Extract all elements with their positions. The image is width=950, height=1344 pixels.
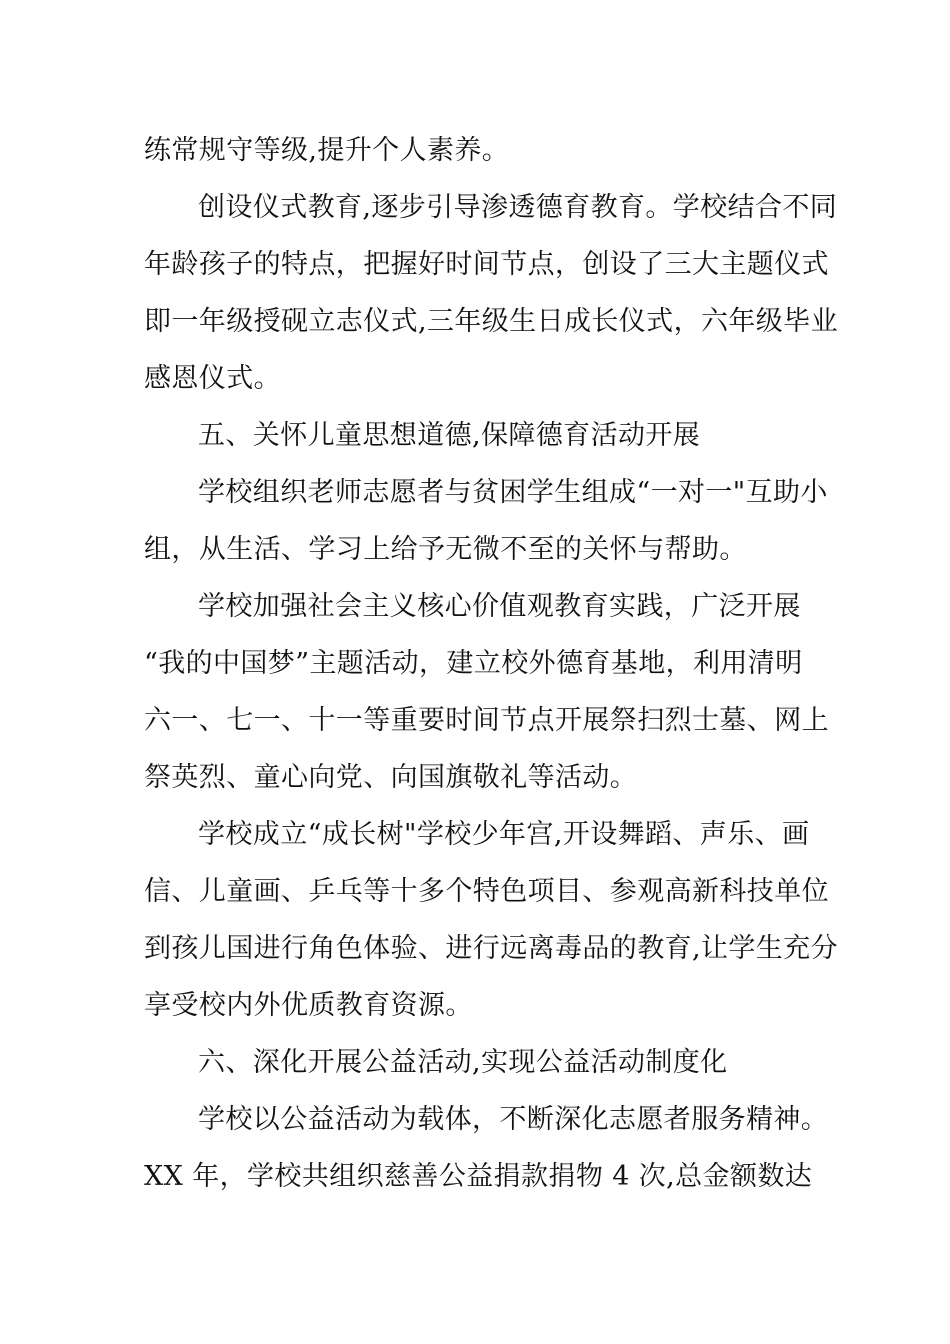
text-line: 六一、七一、十一等重要时间节点开展祭扫烈士墓、网上 (144, 705, 829, 736)
text-line: 学校成立“成长树"学校少年宫,开设舞蹈、声乐、画 (198, 819, 810, 850)
text-line: 即一年级授砚立志仪式,三年级生日成长仪式，六年级毕业 (144, 306, 838, 337)
text-line: 学校以公益活动为载体，不断深化志愿者服务精神。 (198, 1104, 829, 1135)
text-line: 到孩儿国进行角色体验、进行远离毒品的教育,让学生充分 (144, 933, 838, 964)
text-line: 信、儿童画、乒乓等十多个特色项目、参观高新科技单位 (144, 876, 829, 907)
text-line: 练常规守等级,提升个人素养。 (144, 135, 510, 166)
text-line: XX 年，学校共组织慈善公益捐款捐物 4 次,总金额数达 (144, 1161, 813, 1192)
text-line: 享受校内外优质教育资源。 (144, 990, 473, 1021)
text-line: 祭英烈、童心向党、向国旗敬礼等活动。 (144, 762, 638, 793)
text-line: 学校组织老师志愿者与贫困学生组成“一对一"互助小 (198, 477, 828, 508)
text-line: 组，从生活、学习上给予无微不至的关怀与帮助。 (144, 534, 747, 565)
text-line: 年龄孩子的特点，把握好时间节点，创设了三大主题仪式 (144, 249, 829, 280)
section-heading: 六、深化开展公益活动,实现公益活动制度化 (198, 1047, 728, 1078)
text-line: 创设仪式教育,逐步引导渗透德育教育。学校结合不同 (198, 192, 838, 223)
text-line: “我的中国梦”主题活动，建立校外德育基地，利用清明 (144, 648, 803, 679)
text-line: 感恩仪式。 (144, 363, 281, 394)
text-line: 学校加强社会主义核心价值观教育实践，广泛开展 (198, 591, 801, 622)
section-heading: 五、关怀儿童思想道德,保障德育活动开展 (198, 420, 701, 451)
